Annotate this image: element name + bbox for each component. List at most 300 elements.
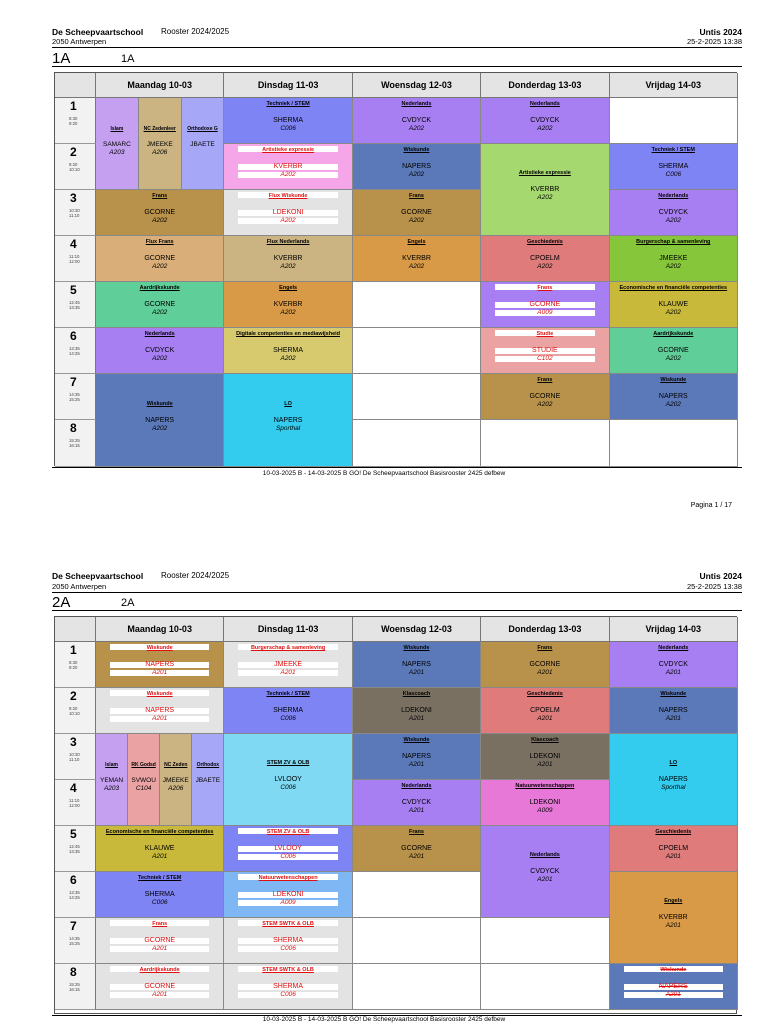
lesson-teacher: GCORNE: [144, 301, 176, 308]
period-number: 8: [70, 965, 77, 979]
lesson-room: A009: [280, 899, 296, 906]
period-end-time: 11:10: [69, 213, 80, 218]
day-header: Dinsdag 11-03: [224, 73, 352, 98]
lesson-cell: [96, 642, 224, 688]
period-header: [55, 144, 96, 190]
lesson-teacher: GCORNE: [144, 209, 176, 216]
lesson-room: A202: [280, 217, 296, 224]
lesson-subject: Techniek / STEM: [138, 875, 182, 881]
lesson-teacher: JMEEKE: [162, 777, 189, 784]
lesson-subject: Economische en financiële competenties: [105, 829, 214, 835]
lesson-subject: Wiskunde: [146, 400, 173, 407]
lesson-room: A201: [408, 807, 425, 814]
lesson-subject: Geschiedenis: [526, 239, 563, 245]
lesson-cell: [481, 374, 609, 420]
lesson-room: A201: [408, 761, 425, 768]
lesson-subject: Geschiedenis: [655, 829, 692, 835]
lesson-teacher: JMEEKE: [146, 141, 173, 148]
lesson-cell: [224, 734, 352, 826]
lesson-room: A201: [408, 853, 425, 860]
lesson-room: A201: [537, 669, 553, 676]
timetable-page-2a: [0, 512, 768, 1024]
period-header: [55, 374, 96, 420]
lesson-room: A202: [280, 355, 296, 362]
lesson-teacher: SHERMA: [273, 117, 304, 124]
split-lesson-part: [192, 734, 224, 825]
period-start-time: 10:30: [69, 752, 80, 757]
lesson-cell: [481, 236, 609, 282]
untis-label: Untis 2024: [699, 571, 742, 581]
empty-slot: [353, 918, 481, 964]
lesson-room: C006: [280, 125, 296, 132]
lesson-teacher: KVERBR: [273, 255, 303, 262]
lesson-room: A202: [537, 401, 553, 408]
period-start-time: 12:45: [69, 300, 80, 305]
period-start-time: 10:30: [69, 208, 80, 213]
period-start-time: 12:45: [69, 844, 80, 849]
lesson-teacher: CVDYCK: [145, 347, 175, 354]
lesson-cell: [610, 964, 738, 1010]
print-date: 25-2-2025 13:38: [686, 37, 742, 46]
empty-slot: [481, 420, 609, 467]
period-end-time: 14:25: [69, 895, 80, 900]
rooster-label: Rooster 2024/2025: [161, 571, 230, 580]
lesson-subject: Nederlands: [658, 193, 689, 199]
lesson-teacher: JMEEKE: [659, 255, 688, 262]
period-end-time: 16:15: [69, 987, 80, 992]
lesson-room: A202: [280, 309, 296, 316]
lesson-cell: [610, 144, 738, 190]
lesson-teacher: NAPERS: [402, 661, 431, 668]
lesson-teacher: NAPERS: [145, 661, 175, 668]
lesson-cell: [224, 282, 352, 328]
period-end-time: 10:10: [69, 711, 80, 716]
lesson-cell: [610, 826, 738, 872]
empty-slot: [353, 420, 481, 467]
lesson-cell: [481, 144, 609, 236]
period-end-time: 12:00: [69, 259, 80, 264]
period-header: [55, 236, 96, 282]
lesson-room: Sporthal: [275, 424, 301, 432]
lesson-room: A203: [103, 785, 120, 792]
lesson-room: C006: [280, 991, 296, 998]
lesson-room: A201: [665, 669, 681, 676]
lesson-teacher: NAPERS: [658, 776, 688, 783]
period-number: 2: [70, 689, 77, 703]
lesson-teacher: KVERBR: [402, 255, 431, 262]
lesson-cell: [610, 872, 738, 964]
grid-corner: [55, 617, 96, 642]
lesson-room: Sporthal: [661, 784, 686, 791]
lesson-subject: Wiskunde: [660, 377, 687, 383]
lesson-teacher: KLAUWE: [658, 301, 689, 308]
lesson-teacher: CPOELM: [530, 707, 560, 714]
lesson-subject: Nederlands: [658, 645, 689, 651]
lesson-room: A009: [537, 309, 553, 316]
period-start-time: 13:35: [69, 890, 80, 895]
lesson-teacher: LDEKONI: [529, 753, 561, 760]
lesson-room: A202: [152, 217, 168, 224]
lesson-cell: [224, 872, 352, 918]
lesson-cell: [96, 826, 224, 872]
lesson-teacher: NAPERS: [145, 707, 175, 714]
period-start-time: 9:20: [69, 706, 78, 711]
lesson-subject: Geschiedenis: [526, 691, 563, 697]
lesson-teacher: SHERMA: [273, 347, 304, 354]
lesson-subject: Engels: [279, 285, 298, 291]
day-header: Woensdag 12-03: [353, 73, 481, 98]
lesson-subject: Nederlands: [401, 783, 432, 789]
lesson-room: A202: [665, 355, 681, 362]
period-end-time: 9:20: [69, 665, 78, 670]
lesson-cell: [610, 734, 738, 826]
period-header: [55, 190, 96, 236]
lesson-room: C006: [280, 853, 296, 860]
lesson-subject: Techniek / STEM: [266, 101, 310, 107]
lesson-subject: Nederlands: [529, 852, 560, 858]
lesson-subject: Klascoach: [531, 737, 559, 743]
lesson-room: A202: [280, 171, 296, 178]
lesson-subject: Frans: [537, 377, 553, 383]
lesson-teacher: NAPERS: [658, 393, 688, 400]
lesson-room: A202: [537, 125, 553, 132]
lesson-teacher: CVDYCK: [530, 117, 560, 124]
lesson-subject: Frans: [537, 285, 553, 291]
period-start-time: 14:35: [69, 392, 80, 397]
lesson-teacher: JMEEKE: [274, 661, 303, 668]
school-city: 2050 Antwerpen: [52, 582, 107, 591]
class-subtitle: 1A: [121, 53, 135, 65]
lesson-room: A202: [152, 355, 168, 362]
timetable-grid: [54, 616, 737, 1014]
lesson-cell: [224, 374, 352, 467]
lesson-teacher: NAPERS: [658, 707, 688, 714]
lesson-subject: STEM ZV & OLB: [266, 760, 310, 766]
period-end-time: 13:35: [69, 305, 80, 310]
lesson-subject: Wiskunde: [660, 691, 687, 697]
period-end-time: 9:20: [69, 121, 78, 126]
lesson-subject: Frans: [409, 193, 424, 199]
lesson-cell: [96, 964, 224, 1010]
footer-divider: [52, 467, 742, 468]
lesson-cell: [224, 236, 352, 282]
lesson-cell: [481, 688, 609, 734]
period-number: 8: [70, 421, 77, 435]
lesson-cell: [224, 98, 352, 144]
page-number: Pagina 1 / 17: [690, 502, 732, 509]
lesson-teacher: CPOELM: [658, 845, 689, 852]
class-title: 2A: [52, 594, 71, 611]
lesson-cell: [96, 688, 224, 734]
empty-slot: [353, 328, 481, 374]
lesson-cell: [353, 642, 481, 688]
period-number: 5: [70, 283, 77, 297]
lesson-cell: [224, 190, 352, 236]
period-end-time: 15:25: [69, 941, 80, 946]
lesson-cell: [96, 328, 224, 374]
split-lesson-part: [128, 734, 160, 825]
period-start-time: 9:20: [69, 162, 78, 167]
empty-slot: [610, 98, 738, 144]
lesson-teacher: CVDYCK: [530, 868, 560, 875]
lesson-cell: [96, 374, 224, 467]
lesson-subject: LO: [669, 760, 678, 766]
lesson-cell: [96, 872, 224, 918]
lesson-teacher: NAPERS: [402, 163, 431, 170]
lesson-teacher: KVERBR: [273, 301, 303, 308]
lesson-teacher: SHERMA: [273, 983, 304, 990]
lesson-subject: STEM SWTK & OLB: [262, 967, 314, 973]
timetable-grid: [54, 72, 737, 466]
period-header: [55, 328, 96, 374]
lesson-teacher: SVWOU: [131, 777, 156, 784]
lesson-teacher: NAPERS: [402, 753, 431, 760]
period-number: 1: [70, 99, 77, 113]
lesson-room: A202: [408, 125, 425, 132]
period-start-time: 15:25: [69, 982, 80, 987]
title-divider: [52, 610, 742, 611]
lesson-cell: [96, 918, 224, 964]
lesson-teacher: GCORNE: [657, 347, 689, 354]
lesson-room: A201: [665, 991, 681, 998]
lesson-cell: [353, 190, 481, 236]
lesson-room: A201: [152, 853, 168, 860]
lesson-room: A201: [537, 761, 553, 768]
lesson-teacher: NAPERS: [145, 416, 175, 424]
lesson-room: A202: [665, 309, 681, 316]
header-divider: [52, 47, 742, 48]
day-header: Maandag 10-03: [96, 73, 224, 98]
period-number: 1: [70, 643, 77, 657]
lesson-room: A201: [152, 669, 168, 676]
period-number: 4: [70, 781, 77, 795]
class-title: 1A: [52, 50, 71, 67]
lesson-teacher: CVDYCK: [401, 799, 432, 806]
period-header: [55, 420, 96, 467]
lesson-room: A202: [665, 217, 681, 224]
empty-slot: [610, 420, 738, 467]
day-header: Woensdag 12-03: [353, 617, 481, 642]
lesson-room: C006: [151, 899, 168, 906]
lesson-room: A203: [109, 149, 125, 156]
period-header: [55, 282, 96, 328]
split-lesson-part: [182, 98, 225, 189]
empty-slot: [353, 374, 481, 420]
lesson-room: A201: [665, 715, 681, 722]
lesson-cell: [481, 780, 609, 826]
lesson-subject: Klascoach: [402, 691, 431, 697]
lesson-room: A201: [152, 945, 168, 952]
lesson-cell: [96, 190, 224, 236]
lesson-teacher: LDEKONI: [529, 799, 561, 806]
lesson-cell: [481, 282, 609, 328]
lesson-cell: [481, 98, 609, 144]
lesson-room: A202: [665, 263, 681, 270]
lesson-cell: [481, 826, 609, 918]
header-divider: [52, 592, 742, 593]
lesson-room: A202: [537, 194, 553, 201]
split-lesson-cell: [96, 98, 224, 190]
lesson-subject: Islam: [110, 126, 124, 132]
lesson-teacher: YEMAN: [99, 777, 124, 784]
period-end-time: 10:10: [69, 167, 80, 172]
lesson-teacher: SHERMA: [273, 707, 304, 714]
lesson-cell: [610, 374, 738, 420]
title-divider: [52, 66, 742, 67]
period-start-time: 14:35: [69, 936, 80, 941]
lesson-teacher: GCORNE: [401, 845, 432, 852]
split-lesson-part: [139, 98, 182, 189]
empty-slot: [481, 918, 609, 964]
lesson-subject: Aardrijkskunde: [139, 967, 180, 973]
lesson-cell: [224, 688, 352, 734]
period-header: [55, 780, 96, 826]
lesson-teacher: JBAETE: [190, 141, 215, 148]
period-end-time: 15:25: [69, 397, 80, 402]
lesson-teacher: LDEKONI: [272, 209, 304, 216]
lesson-room: C006: [665, 171, 682, 178]
period-number: 2: [70, 145, 77, 159]
lesson-teacher: CVDYCK: [658, 209, 688, 216]
lesson-cell: [224, 144, 352, 190]
period-header: [55, 688, 96, 734]
lesson-teacher: LDEKONI: [272, 891, 304, 898]
lesson-cell: [481, 328, 609, 374]
lesson-room: A202: [152, 424, 168, 432]
day-header: Donderdag 13-03: [481, 73, 609, 98]
lesson-teacher: SHERMA: [144, 891, 175, 898]
lesson-subject: Wiskunde: [146, 691, 173, 697]
lesson-subject: Flux Nederlands: [266, 239, 310, 245]
lesson-cell: [353, 826, 481, 872]
split-lesson-part: [160, 734, 192, 825]
lesson-subject: Artistieke expressie: [262, 147, 315, 153]
school-name: De Scheepvaartschool: [52, 27, 144, 37]
lesson-cell: [353, 236, 481, 282]
lesson-cell: [96, 282, 224, 328]
day-header: Maandag 10-03: [96, 617, 224, 642]
lesson-cell: [610, 688, 738, 734]
empty-slot: [353, 872, 481, 918]
lesson-cell: [610, 190, 738, 236]
lesson-teacher: KLAUWE: [144, 845, 175, 852]
day-header: Dinsdag 11-03: [224, 617, 352, 642]
lesson-teacher: NAPERS: [273, 416, 303, 424]
lesson-cell: [224, 642, 352, 688]
lesson-room: A201: [537, 876, 553, 883]
lesson-subject: Digitale competenties en mediawijsheid: [236, 331, 341, 337]
period-number: 6: [70, 329, 77, 343]
lesson-teacher: LVLOOY: [274, 776, 302, 783]
lesson-subject: Orthodox: [196, 762, 220, 768]
lesson-subject: Islam: [105, 762, 118, 768]
lesson-subject: Natuurwetenschappen: [515, 783, 575, 789]
untis-label: Untis 2024: [699, 27, 742, 37]
lesson-room: A201: [152, 715, 168, 722]
period-start-time: 11:10: [69, 798, 80, 803]
period-end-time: 11:10: [69, 757, 80, 762]
lesson-teacher: SAMARC: [102, 141, 131, 148]
lesson-room: A206: [168, 785, 184, 792]
lesson-cell: [481, 642, 609, 688]
lesson-room: A201: [152, 991, 168, 998]
lesson-subject: NC Zedenleer: [143, 126, 176, 132]
lesson-teacher: KVERBR: [530, 186, 560, 193]
lesson-subject: Natuurwetenschappen: [258, 875, 318, 881]
lesson-subject: Frans: [152, 921, 168, 927]
period-end-time: 14:25: [69, 351, 80, 356]
grid-corner: [55, 73, 96, 98]
lesson-teacher: JBAETE: [195, 777, 221, 784]
lesson-subject: RK Godsd: [131, 762, 156, 768]
period-number: 5: [70, 827, 77, 841]
period-header: [55, 98, 96, 144]
lesson-teacher: CVDYCK: [401, 117, 432, 124]
period-number: 7: [70, 375, 77, 389]
lesson-teacher: SHERMA: [273, 937, 304, 944]
lesson-subject: Burgerschap & samenleving: [636, 239, 711, 245]
footer-text: 10-03-2025 B - 14-03-2025 B GO! De Scheepvaartschool Basisrooster 2425 defbew: [262, 1016, 506, 1023]
lesson-room: A201: [408, 669, 425, 676]
lesson-subject: Nederlands: [529, 101, 560, 107]
lesson-teacher: STUDIE: [532, 347, 558, 354]
lesson-subject: Wiskunde: [660, 967, 687, 973]
period-number: 7: [70, 919, 77, 933]
split-lesson-cell: [96, 734, 224, 826]
lesson-teacher: LVLOOY: [274, 845, 302, 852]
lesson-subject: Flux Frans: [145, 239, 174, 245]
period-header: [55, 964, 96, 1010]
lesson-subject: Economische en financiële competenties: [619, 285, 728, 291]
school-city: 2050 Antwerpen: [52, 37, 107, 46]
lesson-teacher: KVERBR: [273, 163, 303, 170]
period-header: [55, 734, 96, 780]
lesson-subject: Techniek / STEM: [266, 691, 310, 697]
lesson-cell: [224, 328, 352, 374]
lesson-cell: [224, 918, 352, 964]
lesson-subject: Wiskunde: [403, 147, 430, 153]
lesson-room: A206: [152, 149, 168, 156]
print-date: 25-2-2025 13:38: [686, 582, 742, 591]
day-header: Vrijdag 14-03: [610, 73, 738, 98]
lesson-room: C006: [280, 945, 296, 952]
lesson-teacher: NAPERS: [658, 983, 688, 990]
lesson-teacher: SHERMA: [658, 163, 689, 170]
lesson-subject: Artistieke expressie: [518, 170, 571, 176]
lesson-cell: [353, 144, 481, 190]
lesson-cell: [353, 734, 481, 780]
lesson-subject: Studie: [536, 331, 554, 337]
period-header: [55, 872, 96, 918]
lesson-subject: NC Zeden: [164, 762, 188, 768]
lesson-cell: [610, 328, 738, 374]
period-start-time: 8:30: [69, 660, 78, 665]
period-end-time: 13:35: [69, 849, 80, 854]
period-header: [55, 918, 96, 964]
lesson-room: A202: [408, 217, 425, 224]
lesson-subject: Engels: [407, 239, 426, 245]
lesson-subject: STEM SWTK & OLB: [262, 921, 314, 927]
lesson-room: C104: [135, 785, 152, 792]
lesson-teacher: GCORNE: [401, 209, 432, 216]
lesson-room: A201: [665, 853, 681, 860]
split-lesson-part: [96, 98, 139, 189]
period-header: [55, 642, 96, 688]
period-start-time: 13:35: [69, 346, 80, 351]
day-header: Vrijdag 14-03: [610, 617, 738, 642]
lesson-room: A201: [537, 715, 553, 722]
lesson-room: C006: [280, 784, 296, 791]
